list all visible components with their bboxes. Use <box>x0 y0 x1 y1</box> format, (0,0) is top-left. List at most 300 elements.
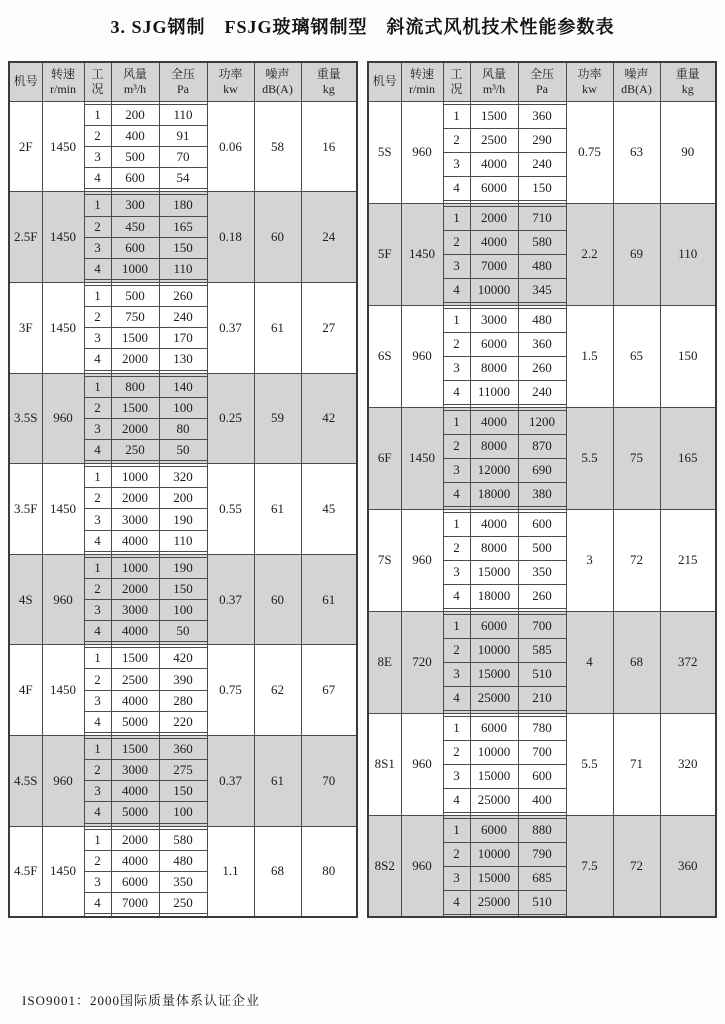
model-cell: 4.5S <box>9 735 42 826</box>
flow-cell: 12000 <box>470 458 518 482</box>
spec-table-right <box>367 61 717 918</box>
weight-cell: 16 <box>301 101 357 192</box>
col-header-unit: dB(A) <box>262 81 293 96</box>
pressure-cell: 100 <box>159 802 207 823</box>
pressure-cell: 350 <box>159 871 207 892</box>
col-header-unit: m³/h <box>482 81 506 96</box>
col-header-unit: 况 <box>91 81 104 96</box>
flow-cell: 6000 <box>470 716 518 740</box>
pressure-cell: 260 <box>518 356 566 380</box>
weight-cell: 150 <box>660 305 716 407</box>
pressure-cell: 510 <box>518 662 566 686</box>
pressure-cell: 380 <box>518 482 566 506</box>
model-cell: 8S1 <box>368 713 401 815</box>
flow-cell: 6000 <box>470 818 518 842</box>
power-cell: 3 <box>566 509 613 611</box>
noise-cell: 62 <box>254 645 301 736</box>
pressure-cell: 100 <box>159 397 207 418</box>
pressure-cell: 1200 <box>518 410 566 434</box>
condition-no-cell: 4 <box>84 258 111 279</box>
flow-cell: 4000 <box>111 530 159 551</box>
condition-no-cell: 3 <box>84 328 111 349</box>
pressure-cell: 190 <box>159 557 207 578</box>
spacer-cell <box>518 914 566 917</box>
model-cell: 8S2 <box>368 815 401 917</box>
condition-no-cell: 2 <box>443 128 470 152</box>
model-cell: 5S <box>368 101 401 203</box>
speed-cell: 960 <box>401 713 443 815</box>
page-title: 3. SJG钢制 FSJG玻璃钢制型 斜流式风机技术性能参数表 <box>110 17 615 37</box>
power-cell: 0.37 <box>207 282 254 373</box>
col-header-unit: Pa <box>536 81 548 96</box>
flow-cell: 2000 <box>111 488 159 509</box>
power-cell: 1.5 <box>566 305 613 407</box>
flow-cell: 1000 <box>111 467 159 488</box>
weight-cell: 360 <box>660 815 716 917</box>
weight-cell: 165 <box>660 407 716 509</box>
flow-cell: 500 <box>111 147 159 168</box>
condition-no-cell: 1 <box>443 512 470 536</box>
col-header-unit: kg <box>322 81 335 96</box>
condition-no-cell: 2 <box>84 669 111 690</box>
flow-cell: 600 <box>111 237 159 258</box>
col-header-label: 噪声 <box>265 66 290 81</box>
condition-no-cell: 4 <box>84 439 111 460</box>
col-header-condition <box>443 62 470 101</box>
col-header-label: 风量 <box>481 66 506 81</box>
condition-no-cell: 4 <box>443 176 470 200</box>
flow-cell: 4000 <box>111 781 159 802</box>
col-header-speed <box>401 62 443 101</box>
power-cell: 0.18 <box>207 192 254 283</box>
flow-cell: 6000 <box>470 614 518 638</box>
model-cell: 7S <box>368 509 401 611</box>
model-cell: 2.5F <box>9 192 42 283</box>
condition-no-cell: 1 <box>443 818 470 842</box>
power-cell: 0.06 <box>207 101 254 192</box>
pressure-cell: 240 <box>518 380 566 404</box>
flow-cell: 3000 <box>470 308 518 332</box>
spacer-cell <box>443 914 470 917</box>
pressure-cell: 91 <box>159 125 207 146</box>
speed-cell: 960 <box>42 373 84 464</box>
condition-no-cell: 2 <box>84 216 111 237</box>
col-header-unit: r/min <box>50 81 76 96</box>
pressure-cell: 180 <box>159 195 207 216</box>
condition-no-cell: 3 <box>84 147 111 168</box>
pressure-cell: 140 <box>159 376 207 397</box>
power-cell: 5.5 <box>566 407 613 509</box>
col-header-pressure <box>159 62 207 101</box>
condition-no-cell: 3 <box>84 690 111 711</box>
model-cell: 6F <box>368 407 401 509</box>
spec-table-left <box>8 61 358 918</box>
flow-cell: 4000 <box>111 690 159 711</box>
col-header-label: 噪声 <box>624 66 649 81</box>
pressure-cell: 390 <box>159 669 207 690</box>
model-cell: 4F <box>9 645 42 736</box>
col-header-model <box>368 62 401 101</box>
condition-no-cell: 3 <box>443 662 470 686</box>
flow-cell: 450 <box>111 216 159 237</box>
condition-no-cell: 2 <box>84 850 111 871</box>
pressure-cell: 220 <box>159 711 207 732</box>
pressure-cell: 290 <box>518 128 566 152</box>
condition-no-cell: 4 <box>443 686 470 710</box>
speed-cell: 960 <box>401 101 443 203</box>
condition-no-cell: 3 <box>443 764 470 788</box>
pressure-cell: 150 <box>159 578 207 599</box>
col-header-label: 功率 <box>577 66 602 81</box>
condition-no-cell: 2 <box>443 434 470 458</box>
flow-cell: 3000 <box>111 509 159 530</box>
noise-cell: 60 <box>254 192 301 283</box>
spacer-cell <box>470 914 518 917</box>
flow-cell: 1500 <box>470 104 518 128</box>
weight-cell: 24 <box>301 192 357 283</box>
speed-cell: 1450 <box>42 192 84 283</box>
speed-cell: 720 <box>401 611 443 713</box>
pressure-cell: 210 <box>518 686 566 710</box>
weight-cell: 372 <box>660 611 716 713</box>
col-header-weight <box>301 62 357 101</box>
col-header-power <box>566 62 613 101</box>
pressure-cell: 700 <box>518 614 566 638</box>
pressure-cell: 580 <box>518 230 566 254</box>
flow-cell: 10000 <box>470 638 518 662</box>
col-header-label: 风量 <box>122 66 147 81</box>
condition-no-cell: 4 <box>84 711 111 732</box>
weight-cell: 215 <box>660 509 716 611</box>
condition-no-cell: 1 <box>443 308 470 332</box>
pressure-cell: 870 <box>518 434 566 458</box>
model-cell: 4.5F <box>9 826 42 917</box>
condition-no-cell: 2 <box>84 578 111 599</box>
pressure-cell: 190 <box>159 509 207 530</box>
noise-cell: 58 <box>254 101 301 192</box>
condition-no-cell: 2 <box>84 397 111 418</box>
pressure-cell: 150 <box>518 176 566 200</box>
flow-cell: 3000 <box>111 760 159 781</box>
pressure-cell: 110 <box>159 104 207 125</box>
condition-no-cell: 4 <box>84 621 111 642</box>
flow-cell: 7000 <box>111 892 159 913</box>
speed-cell: 1450 <box>42 826 84 917</box>
col-header-label: 工 <box>450 66 463 81</box>
power-cell: 0.75 <box>207 645 254 736</box>
speed-cell: 960 <box>401 815 443 917</box>
col-header-unit: dB(A) <box>621 81 652 96</box>
flow-cell: 250 <box>111 439 159 460</box>
power-cell: 0.25 <box>207 373 254 464</box>
pressure-cell: 500 <box>518 536 566 560</box>
pressure-cell: 360 <box>159 738 207 759</box>
header-row <box>368 62 716 101</box>
flow-cell: 2500 <box>111 669 159 690</box>
col-header-flow <box>111 62 159 101</box>
noise-cell: 61 <box>254 282 301 373</box>
model-cell: 3.5F <box>9 464 42 555</box>
flow-cell: 4000 <box>470 410 518 434</box>
condition-no-cell: 1 <box>84 648 111 669</box>
condition-no-cell: 3 <box>84 418 111 439</box>
noise-cell: 71 <box>613 713 660 815</box>
flow-cell: 25000 <box>470 788 518 812</box>
model-cell: 3F <box>9 282 42 373</box>
flow-cell: 15000 <box>470 560 518 584</box>
col-header-noise <box>254 62 301 101</box>
pressure-cell: 70 <box>159 147 207 168</box>
flow-cell: 1500 <box>111 397 159 418</box>
condition-no-cell: 4 <box>443 584 470 608</box>
weight-cell: 45 <box>301 464 357 555</box>
model-cell: 2F <box>9 101 42 192</box>
iso-certification-note: ISO9001：2000国际质量体系认证企业 <box>22 993 260 1008</box>
flow-cell: 15000 <box>470 866 518 890</box>
pressure-cell: 100 <box>159 600 207 621</box>
power-cell: 7.5 <box>566 815 613 917</box>
pressure-cell: 790 <box>518 842 566 866</box>
condition-no-cell: 2 <box>443 536 470 560</box>
condition-no-cell: 3 <box>84 237 111 258</box>
pressure-cell: 280 <box>159 690 207 711</box>
flow-cell: 4000 <box>111 850 159 871</box>
flow-cell: 2000 <box>111 578 159 599</box>
weight-cell: 27 <box>301 282 357 373</box>
speed-cell: 960 <box>401 509 443 611</box>
power-cell: 5.5 <box>566 713 613 815</box>
power-cell: 1.1 <box>207 826 254 917</box>
condition-no-cell: 1 <box>84 285 111 306</box>
noise-cell: 63 <box>613 101 660 203</box>
condition-no-cell: 1 <box>84 376 111 397</box>
flow-cell: 800 <box>111 376 159 397</box>
condition-no-cell: 2 <box>84 307 111 328</box>
condition-no-cell: 4 <box>84 802 111 823</box>
flow-cell: 6000 <box>111 871 159 892</box>
pressure-cell: 110 <box>159 258 207 279</box>
flow-cell: 4000 <box>470 512 518 536</box>
col-header-flow <box>470 62 518 101</box>
col-header-label: 机号 <box>372 74 397 89</box>
flow-cell: 15000 <box>470 764 518 788</box>
weight-cell: 320 <box>660 713 716 815</box>
flow-cell: 1500 <box>111 738 159 759</box>
flow-cell: 10000 <box>470 740 518 764</box>
flow-cell: 4000 <box>470 152 518 176</box>
flow-cell: 4000 <box>470 230 518 254</box>
speed-cell: 1450 <box>42 101 84 192</box>
condition-no-cell: 1 <box>84 195 111 216</box>
pressure-cell: 480 <box>518 308 566 332</box>
col-header-weight <box>660 62 716 101</box>
condition-no-cell: 3 <box>443 356 470 380</box>
col-header-pressure <box>518 62 566 101</box>
col-header-label: 全压 <box>529 66 554 81</box>
weight-cell: 80 <box>301 826 357 917</box>
pressure-cell: 240 <box>159 307 207 328</box>
pressure-cell: 585 <box>518 638 566 662</box>
pressure-cell: 420 <box>159 648 207 669</box>
flow-cell: 8000 <box>470 434 518 458</box>
col-header-unit: kw <box>223 81 238 96</box>
flow-cell: 500 <box>111 285 159 306</box>
power-cell: 0.37 <box>207 554 254 645</box>
condition-no-cell: 4 <box>443 380 470 404</box>
condition-no-cell: 4 <box>84 892 111 913</box>
noise-cell: 59 <box>254 373 301 464</box>
speed-cell: 1450 <box>42 645 84 736</box>
condition-no-cell: 1 <box>84 104 111 125</box>
speed-cell: 1450 <box>401 407 443 509</box>
pressure-cell: 880 <box>518 818 566 842</box>
pressure-cell: 350 <box>518 560 566 584</box>
condition-no-cell: 2 <box>443 332 470 356</box>
noise-cell: 61 <box>254 464 301 555</box>
condition-no-cell: 3 <box>84 600 111 621</box>
pressure-cell: 685 <box>518 866 566 890</box>
noise-cell: 65 <box>613 305 660 407</box>
flow-cell: 25000 <box>470 890 518 914</box>
pressure-cell: 600 <box>518 764 566 788</box>
condition-no-cell: 3 <box>443 254 470 278</box>
pressure-cell: 275 <box>159 760 207 781</box>
model-cell: 8E <box>368 611 401 713</box>
col-header-speed <box>42 62 84 101</box>
noise-cell: 61 <box>254 735 301 826</box>
speed-cell: 1450 <box>401 203 443 305</box>
weight-cell: 67 <box>301 645 357 736</box>
condition-no-cell: 1 <box>443 410 470 434</box>
power-cell: 2.2 <box>566 203 613 305</box>
condition-no-cell: 1 <box>443 716 470 740</box>
condition-no-cell: 4 <box>443 482 470 506</box>
col-header-noise <box>613 62 660 101</box>
noise-cell: 68 <box>613 611 660 713</box>
model-cell: 4S <box>9 554 42 645</box>
speed-cell: 960 <box>42 554 84 645</box>
flow-cell: 4000 <box>111 621 159 642</box>
flow-cell: 5000 <box>111 711 159 732</box>
condition-no-cell: 3 <box>84 781 111 802</box>
speed-cell: 960 <box>42 735 84 826</box>
condition-no-cell: 4 <box>84 530 111 551</box>
pressure-cell: 580 <box>159 829 207 850</box>
condition-no-cell: 1 <box>84 738 111 759</box>
tables-row <box>0 61 725 918</box>
flow-cell: 11000 <box>470 380 518 404</box>
condition-no-cell: 3 <box>84 509 111 530</box>
flow-cell: 25000 <box>470 686 518 710</box>
col-header-label: 转速 <box>50 66 75 81</box>
flow-cell: 2000 <box>111 349 159 370</box>
spacer-cell <box>84 914 111 917</box>
pressure-cell: 480 <box>518 254 566 278</box>
noise-cell: 72 <box>613 509 660 611</box>
condition-no-cell: 2 <box>84 760 111 781</box>
weight-cell: 61 <box>301 554 357 645</box>
flow-cell: 18000 <box>470 482 518 506</box>
pressure-cell: 710 <box>518 206 566 230</box>
model-cell: 6S <box>368 305 401 407</box>
condition-no-cell: 2 <box>443 638 470 662</box>
power-cell: 0.55 <box>207 464 254 555</box>
flow-cell: 18000 <box>470 584 518 608</box>
pressure-cell: 54 <box>159 168 207 189</box>
pressure-cell: 165 <box>159 216 207 237</box>
pressure-cell: 700 <box>518 740 566 764</box>
power-cell: 0.37 <box>207 735 254 826</box>
condition-no-cell: 4 <box>443 788 470 812</box>
pressure-cell: 480 <box>159 850 207 871</box>
pressure-cell: 360 <box>518 104 566 128</box>
flow-cell: 300 <box>111 195 159 216</box>
col-header-label: 全压 <box>170 66 195 81</box>
pressure-cell: 510 <box>518 890 566 914</box>
flow-cell: 8000 <box>470 536 518 560</box>
pressure-cell: 345 <box>518 278 566 302</box>
flow-cell: 2000 <box>111 829 159 850</box>
weight-cell: 90 <box>660 101 716 203</box>
speed-cell: 1450 <box>42 464 84 555</box>
speed-cell: 960 <box>401 305 443 407</box>
condition-no-cell: 3 <box>443 458 470 482</box>
col-header-power <box>207 62 254 101</box>
speed-cell: 1450 <box>42 282 84 373</box>
col-header-unit: Pa <box>177 81 189 96</box>
flow-cell: 15000 <box>470 662 518 686</box>
condition-no-cell: 2 <box>443 740 470 764</box>
condition-no-cell: 3 <box>443 560 470 584</box>
spacer-cell <box>111 914 159 917</box>
col-header-unit: r/min <box>409 81 435 96</box>
pressure-cell: 200 <box>159 488 207 509</box>
noise-cell: 60 <box>254 554 301 645</box>
flow-cell: 6000 <box>470 176 518 200</box>
noise-cell: 75 <box>613 407 660 509</box>
pressure-cell: 690 <box>518 458 566 482</box>
condition-no-cell: 1 <box>84 829 111 850</box>
pressure-cell: 50 <box>159 621 207 642</box>
condition-no-cell: 3 <box>84 871 111 892</box>
condition-no-cell: 4 <box>443 278 470 302</box>
flow-cell: 750 <box>111 307 159 328</box>
pressure-cell: 400 <box>518 788 566 812</box>
flow-cell: 600 <box>111 168 159 189</box>
condition-no-cell: 2 <box>84 488 111 509</box>
model-cell: 3.5S <box>9 373 42 464</box>
col-header-unit: m³/h <box>123 81 147 96</box>
flow-cell: 1500 <box>111 328 159 349</box>
col-header-unit: 况 <box>450 81 463 96</box>
pressure-cell: 110 <box>159 530 207 551</box>
pressure-cell: 780 <box>518 716 566 740</box>
weight-cell: 70 <box>301 735 357 826</box>
pressure-cell: 170 <box>159 328 207 349</box>
pressure-cell: 150 <box>159 781 207 802</box>
flow-cell: 1000 <box>111 557 159 578</box>
pressure-cell: 130 <box>159 349 207 370</box>
pressure-cell: 150 <box>159 237 207 258</box>
pressure-cell: 260 <box>159 285 207 306</box>
condition-no-cell: 2 <box>443 842 470 866</box>
header-row <box>9 62 357 101</box>
flow-cell: 1000 <box>111 258 159 279</box>
col-header-condition <box>84 62 111 101</box>
noise-cell: 68 <box>254 826 301 917</box>
col-header-unit: kw <box>582 81 597 96</box>
pressure-cell: 600 <box>518 512 566 536</box>
